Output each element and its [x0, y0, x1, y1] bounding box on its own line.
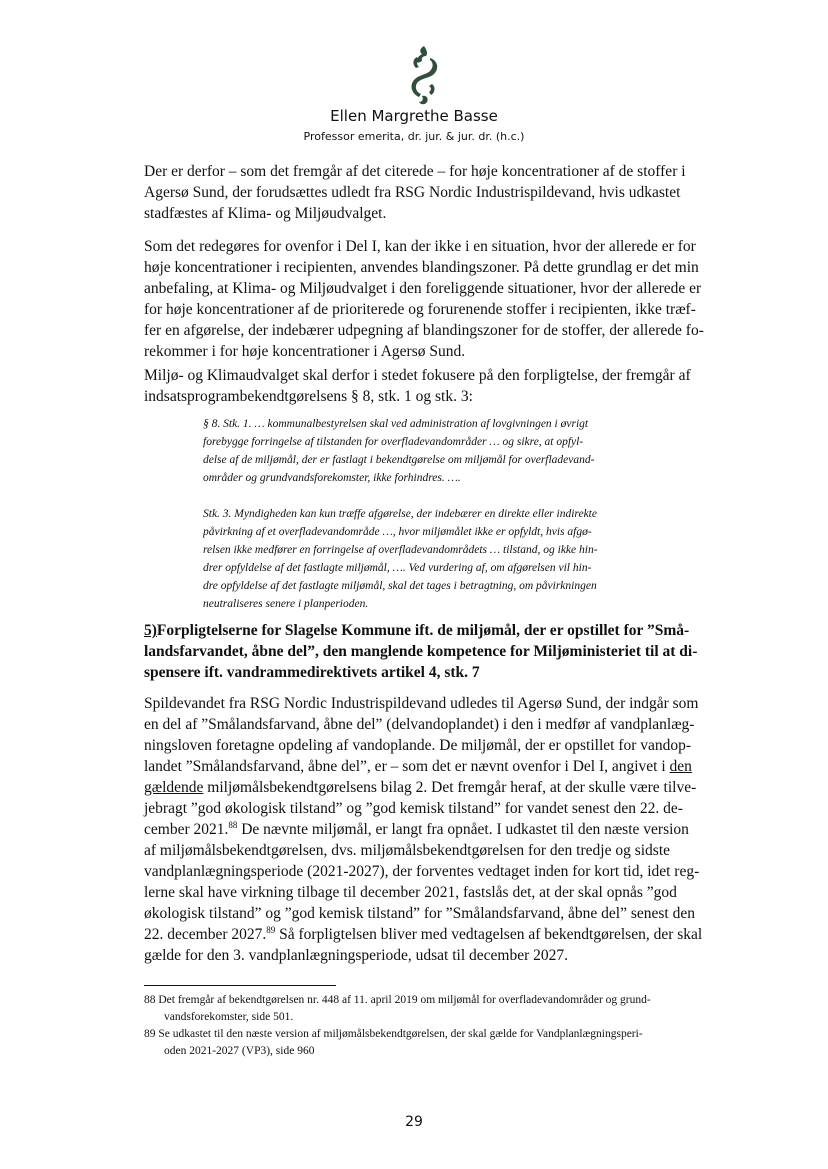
section-heading-line: 5)Forpligtelserne for Slagelse Kommune ift. de miljømål, der er opstillet for ”Små- — [144, 622, 690, 639]
body-text-line: høje koncentrationer i recipienten, anvendes blandingszoner. På dette grundlag er det min — [144, 259, 699, 276]
quote-line: dre opfyldelse af det fastlagte miljømål, skal det tages i betragtning, om påvirkningen — [203, 580, 597, 592]
body-text-line: anbefaling, at Klima- og Miljøudvalget i den foreliggende situationer, hvor der allerede er — [144, 280, 702, 297]
quote-line: påvirkning af et overfladevandområde …, hvor miljømålet ikke er opfyldt, hvis afgø- — [203, 526, 592, 538]
body-text-line: Som det redegøres for ovenfor i Del I, kan der ikke i en situation, hvor der allerede er for — [144, 238, 696, 255]
body-text-line: Agersø Sund, der forudsættes udledt fra RSG Nordic Industrispildevand, hvis udkastet — [144, 184, 681, 201]
body-text-line: af miljømålsbekendtgørelsen, dvs. miljømålsbekendtgørelsen for den tredje og sidste — [144, 842, 671, 859]
body-text-line: Spildevandet fra RSG Nordic Industrispildevand udledes til Agersø Sund, der indgår som — [144, 695, 699, 712]
body-text-line: cember 2021.88 De nævnte miljømål, er langt fra opnået. I udkastet til den næste version — [144, 820, 689, 838]
body-text-line: stadfæstes af Klima- og Miljøudvalget. — [144, 205, 387, 222]
body-text-line: for høje koncentrationer af de prioriterede og forurenende stoffer i recipienten, ikke træf- — [144, 301, 696, 318]
body-text-line: indsatsprogrambekendtgørelsens § 8, stk. 1 og stk. 3: — [144, 388, 473, 405]
body-text-line: jebragt ”god økologisk tilstand” og ”god kemisk tilstand” for vandet senest den 22. de- — [144, 800, 683, 817]
ornamental-s-icon — [404, 44, 444, 106]
author-name: Ellen Margrethe Basse — [330, 107, 498, 125]
quote-line: relsen ikke medfører en forringelse af overfladevandområdets … tilstand, og ikke hin- — [203, 544, 598, 556]
body-text-line: rekommer i for høje koncentrationer i Agersø Sund. — [144, 343, 466, 360]
body-text-line: vandplanlægningsperiode (2021-2027), der forventes vedtaget inden for kort tid, idet reg- — [144, 863, 700, 880]
body-text-line: Der er derfor – som det fremgår af det citerede – for høje koncentrationer af de stoffer i — [144, 163, 686, 180]
footnote-divider — [144, 985, 336, 986]
quote-line: neutraliseres senere i planperioden. — [203, 598, 369, 610]
footnote-ref[interactable]: 89 — [266, 925, 276, 935]
quote-line: delse af de miljømål, der er fastlagt i bekendtgørelse om miljømål for overfladevand- — [203, 454, 595, 466]
footnote-89-continuation: oden 2021-2027 (VP3), side 960 — [164, 1045, 315, 1057]
body-text-line: 22. december 2027.89 Så forpligtelsen bliver med vedtagelsen af bekendtgørelsen, der skal — [144, 925, 703, 943]
footnote-88-continuation: vandsforekomster, side 501. — [164, 1011, 294, 1023]
body-text-line: gældende miljømålsbekendtgørelsens bilag 2. Det fremgår heraf, at der skulle være tilve- — [144, 779, 697, 796]
body-text-line: en del af ”Smålandsfarvand, åbne del” (delvandoplandet) i den i medfør af vandplanlæg- — [144, 716, 695, 733]
quote-line: drer opfyldelse af det fastlagte miljømål, …. Ved vurdering af, om afgørelsen vil hin- — [203, 562, 592, 574]
quote-line: § 8. Stk. 1. … kommunalbestyrelsen skal ved administration af lovgivningen i øvrigt — [203, 418, 589, 430]
quote-line: områder og grundvandsforekomster, ikke forhindres. …. — [203, 472, 461, 484]
footnote-89: 89 Se udkastet til den næste version af miljømålsbekendtgørelsen, der skal gælde for Vandplanlægningsperi- — [144, 1028, 643, 1040]
author-title: Professor emerita, dr. jur. & jur. dr. (h.c.) — [303, 130, 525, 143]
footnote-88: 88 Det fremgår af bekendtgørelsen nr. 448 af 11. april 2019 om miljømål for overfladevandområder og grund- — [144, 994, 651, 1006]
body-text-line: lerne skal have virkning tilbage til december 2021, fastslås det, at der skal opnås ”god — [144, 884, 677, 901]
section-number: 5) — [144, 622, 157, 639]
section-heading-line: landsfarvandet, åbne del”, den manglende kompetence for Miljøministeriet til at di- — [144, 643, 698, 660]
body-text-line: fer en afgørelse, der indebærer udpegning af blandingszoner for de stoffer, der allerede fo- — [144, 322, 704, 339]
body-text-line: ningsloven foretagne opdeling af vandoplande. De miljømål, der er opstillet for vandop- — [144, 737, 692, 754]
quote-line: Stk. 3. Myndigheden kan kun træffe afgørelse, der indebærer en direkte eller indirekte — [203, 508, 597, 520]
quote-line: forebygge forringelse af tilstanden for overfladevandområder … og sikre, at opfyl- — [203, 436, 584, 448]
body-text-line: økologisk tilstand” og ”god kemisk tilstand” for ”Smålandsfarvand, åbne del” senest den — [144, 905, 695, 922]
page-number: 29 — [405, 1114, 423, 1130]
body-text-line: gælde for den 3. vandplanlægningsperiode, udsat til december 2027. — [144, 947, 569, 964]
body-text-line: landet ”Smålandsfarvand, åbne del”, er – som det er nævnt ovenfor i Del I, angivet i den — [144, 758, 692, 775]
footnote-ref[interactable]: 88 — [228, 820, 238, 830]
body-text-line: Miljø- og Klimaudvalget skal derfor i stedet fokusere på den forpligtelse, der fremgår af — [144, 367, 691, 384]
section-heading-line: spensere ift. vandrammedirektivets artikel 4, stk. 7 — [144, 664, 480, 681]
